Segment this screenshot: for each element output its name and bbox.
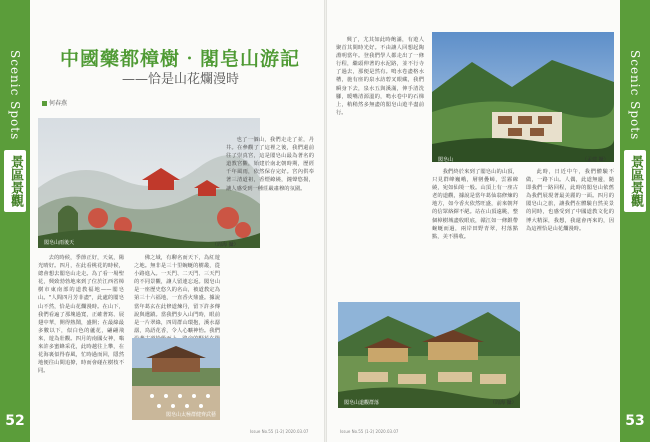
scenic-spots-label: Scenic Spots (8, 50, 22, 141)
photo-credit: （周海 攝） (490, 400, 517, 406)
photo-credit: （周海 攝） (212, 242, 239, 248)
tai-chi-illustration (132, 338, 220, 420)
left-column-2 (134, 254, 220, 334)
paragraph: 此時，日近中午，我們體驗不做，一路下山。人偶，此道無邊，隨即我們一路回程，此時的閣皂山依舊為我們展現著最美麗的一面。四月的閣皂山之旅，讓我們在體驗自然美景的同時，也感受到了中國道教文化的博大精深，我想，我還會再來的，因為這裡恰是山花爛漫時。 (526, 169, 614, 232)
article-title: 中國藥都樟樹‧閣皂山游記 (60, 48, 301, 70)
photo-caption: 閣皂山太極群健齊武藝 (166, 412, 217, 418)
paragraph: 我們終於來到了閣皂山的山頂，只見群峰巍峨，層巒疊嶂，雲霧繚繞，宛如仙境一般。山頂上有一座古老的道觀，據說是當年葛仙翁修煉的地方，如今香火依然旺盛，前來朝拜的信眾絡繹不絕。站在山頂遠眺，整個樟樹城盡收眼底，贛江如一條銀帶蜿蜒而過，兩岸田野青翠，村落點點，美不勝收。 (432, 169, 518, 240)
paragraph: 興了，尤其如此時飽滿，有遊人聚首其間時光好。不由讓人回想起陶淵明當年。登我們學人都走出了一條行程，繼頭伸著的水泥路，並不行寺了過去，那便是然有。鳴水卷盡格水槽，施有座的泉水訪碧叉眼藏，我們瞬身下去，泉水五與溪滿，伸手清洗腳，暖嘴清源溫的，鳴水卷中的石梯上，稍稍然多無盡的閣皂山遊半盡前行。 (336, 37, 424, 116)
footer-right: Issue No.55 (1-2) 2020.03.07 (340, 429, 399, 434)
article-subtitle: ——恰是山花爛漫時 (122, 72, 240, 87)
page-number-left: 52 (0, 406, 30, 436)
footer-left: Issue No.55 (1-2) 2020.03.07 (250, 429, 309, 434)
page-number-right: 53 (620, 406, 650, 436)
mountain-panorama-photo (432, 32, 614, 162)
gutter (324, 0, 327, 442)
photo-caption: 閣皂山雨後天 (44, 240, 75, 246)
scenic-spots-label: Scenic Spots (628, 50, 642, 141)
paragraph: 也了一個山，我們走走了並，丹井。在參觀了了這裡之後，我們還前往了崇真宮，這是閣皂山最為著名的道教宮觀，始建於南北朝時期，歷經千年風雨，依然保存完好。宮內供奉著三清道祖，香煙繚繞，鐘聲悠揚，讓人感受到一種莊嚴肅穆的氛圍。 (226, 137, 314, 192)
tai-chi-photo (132, 338, 220, 420)
photo-caption: 閣皂山道觀群落 (344, 400, 380, 406)
right-side-bar (620, 0, 650, 442)
temple-complex-illustration (338, 302, 520, 408)
temple-complex-photo (338, 302, 520, 408)
paragraph: 佛之域，有聊名而天下，為紅遊之地。無非是三十里蜿蜒的樹叢，從小路進入。一天門、二天門、三天門的不同景觀，讓人留連忘返。閣皂山是一座歷史悠久的名山，被道教定為第三十六福地，一直香火鼎盛。據說當年葛玄在此修道煉丹，留下許多傳說與遺蹟。當我們步入山門時，眼前是一片翠綠，四周群山環抱，溪水潺潺，鳥語花香，令人心曠神怡。我們 (134, 255, 220, 334)
author-name: 何春燕 (49, 100, 68, 107)
photo-caption: 閣皂山 (438, 157, 454, 163)
right-column-3 (526, 168, 614, 422)
author-marker-icon (42, 101, 47, 106)
paragraph: 去的時候，季節正好，天氣，陽光晴好。四月，在此看桃花的時候，總會想去閣皂山走走。為了看一場聖花，興致勃勃地來到了位於江西省樟樹市東南部的道教福地——閣皂山。"人間四月芳菲盡"，此處的閣皂山不然，恰是山花爛漫時。在山下，我們看遍了那塊過寬，正確著寫、展翅中華，開得熱鬧，盛開；在最綠最多數以下，似白色的蘆花，翩翩飛來，遊為壯觀。四月的南國女神，嗡來許多蜜蜂采花，此時越往上攀，在花海裏似得春風，忙時過而回，隱然地便往山間追撩，時而會碰在樹枝不同。 (38, 255, 124, 375)
mountain-illustration (432, 32, 614, 162)
left-side-bar (0, 0, 30, 442)
left-column-1 (38, 254, 124, 422)
photo-credit: （孟建 攝） (582, 157, 609, 163)
section-label: 景區景觀 (624, 150, 646, 212)
author-line (42, 98, 67, 107)
right-column-2 (432, 168, 518, 298)
left-column-3 (226, 136, 314, 422)
section-label: 景區景觀 (4, 150, 26, 212)
